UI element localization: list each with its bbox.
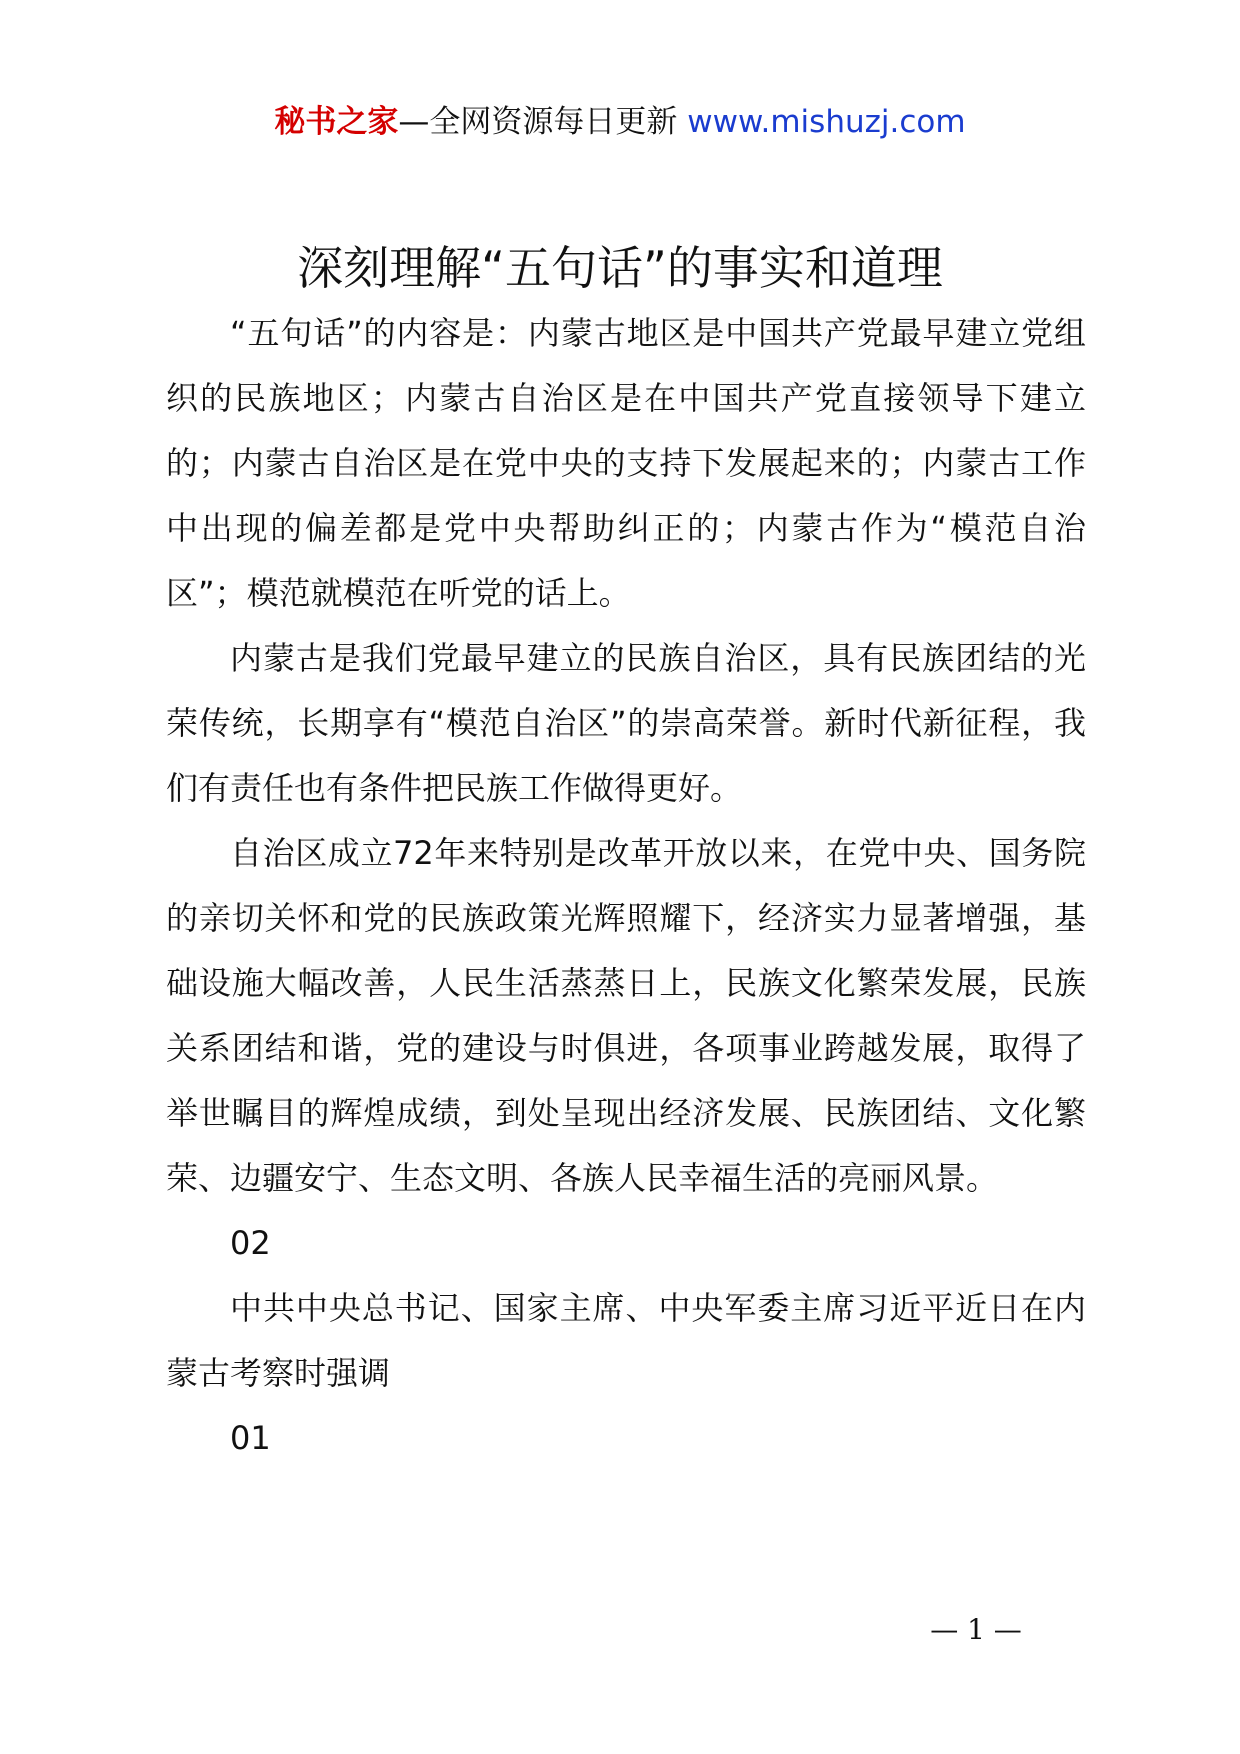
site-url-link[interactable]: www.mishuzj.com xyxy=(687,104,966,140)
site-brand: 秘书之家 xyxy=(274,104,399,140)
site-slogan: —全网资源每日更新 xyxy=(398,104,678,140)
section-number-01: 01 xyxy=(230,1419,271,1457)
page-number: — 1 — xyxy=(930,1613,1022,1646)
document-body xyxy=(166,301,1086,1471)
paragraph-five-sentences: “五句话”的内容是：内蒙古地区是中国共产党最早建立党组织的民族地区；内蒙古自治区是在中国共产党直接领导下建立的；内蒙古自治区是在党中央的支持下发展起来的；内蒙古工作中出现的偏差都是党中央帮助纠正的；内蒙古作为“模范自治区”；模范就模范在听党的话上。 xyxy=(166,314,1086,612)
site-header xyxy=(0,100,1240,144)
section-number-02: 02 xyxy=(230,1224,271,1262)
paragraph-achievements: 自治区成立72年来特别是改革开放以来，在党中央、国务院的亲切关怀和党的民族政策光辉照耀下，经济实力显著增强，基础设施大幅改善，人民生活蒸蒸日上，民族文化繁荣发展，民族关系团结和谐，党的建设与时俱进，各项事业跨越发展，取得了举世瞩目的辉煌成绩，到处呈现出经济发展、民族团结、文化繁荣、边疆安宁、生态文明、各族人民幸福生活的亮丽风景。 xyxy=(166,834,1086,1197)
paragraph-inspection: 中共中央总书记、国家主席、中央军委主席习近平近日在内蒙古考察时强调 xyxy=(166,1289,1086,1392)
paragraph-model-region: 内蒙古是我们党最早建立的民族自治区，具有民族团结的光荣传统，长期享有“模范自治区”的崇高荣誉。新时代新征程，我们有责任也有条件把民族工作做得更好。 xyxy=(166,639,1086,807)
document-title: 深刻理解“五句话”的事实和道理 xyxy=(297,241,943,295)
